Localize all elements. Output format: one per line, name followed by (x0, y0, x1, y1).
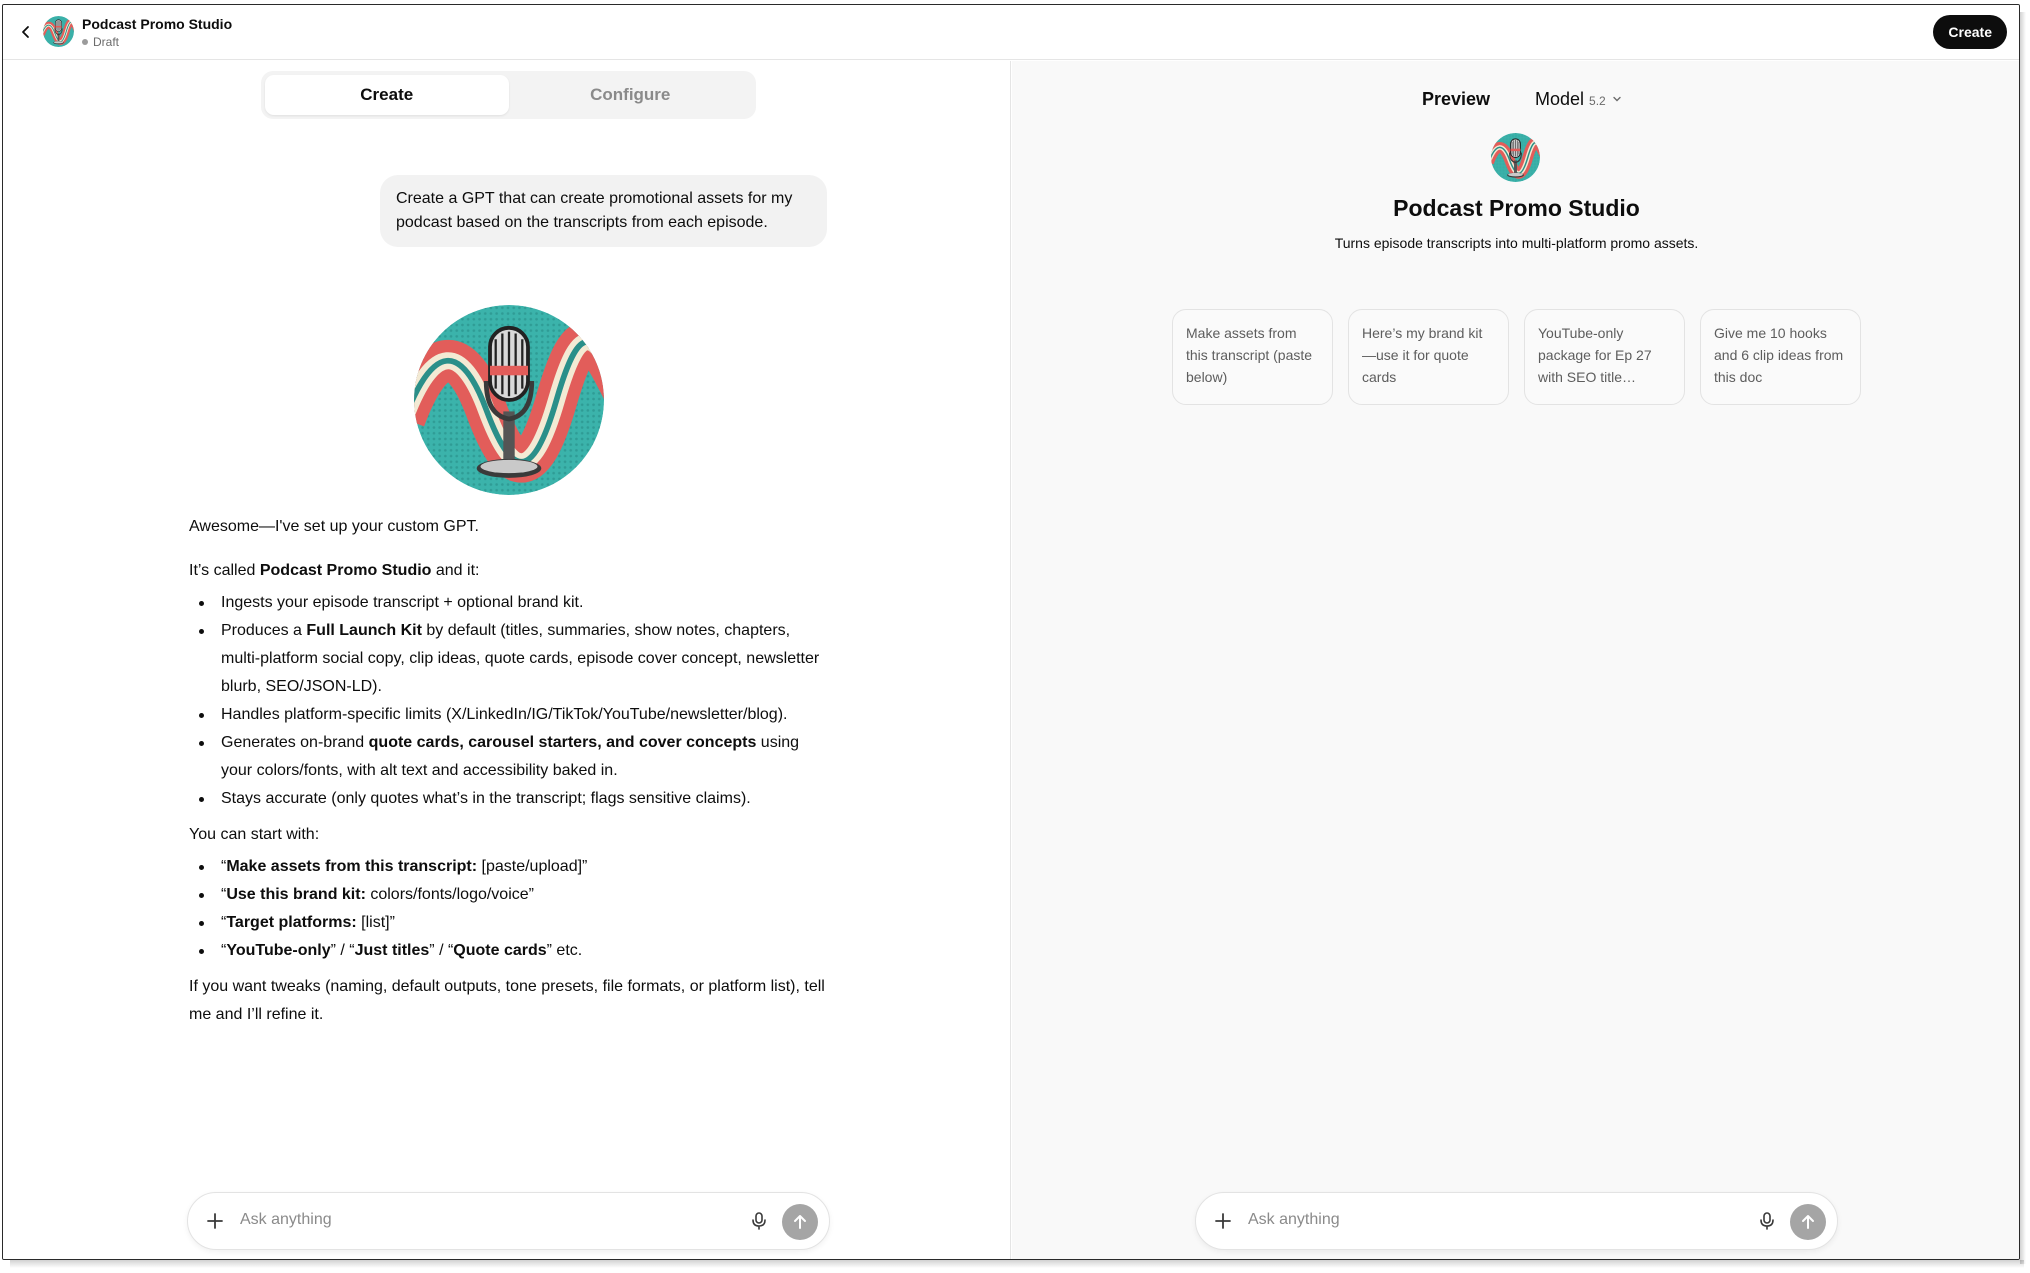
plus-icon[interactable] (1212, 1210, 1234, 1232)
chevron-left-icon[interactable] (15, 21, 37, 43)
microphone-icon[interactable] (748, 1210, 770, 1232)
list-item: “Target platforms: [list]” (189, 909, 829, 937)
reply-called: It’s called Podcast Promo Studio and it: (189, 562, 480, 579)
assistant-reply (189, 513, 829, 1045)
list-item: “YouTube-only” / “Just titles” / “Quote cards” etc. (189, 937, 829, 965)
plus-icon[interactable] (204, 1210, 226, 1232)
reply-outro: If you want tweaks (naming, default outputs, tone presets, file formats, or platform list), tell me and I’ll refine it. (189, 978, 825, 1023)
send-button[interactable] (1790, 1204, 1826, 1240)
preview-gpt-name: Podcast Promo Studio (1393, 195, 1640, 221)
preview-pane (1012, 61, 2020, 1260)
conversation-starter[interactable]: Here’s my brand kit—use it for quote cards (1348, 309, 1509, 405)
app-window (2, 4, 2020, 1260)
builder-input[interactable]: Ask anything (240, 1211, 332, 1228)
list-item: Generates on-brand quote cards, carousel starters, and cover concepts using your colors/fonts, with alt text and accessibility baked in. (189, 729, 829, 785)
microphone-icon[interactable] (1756, 1210, 1778, 1232)
preview-input[interactable]: Ask anything (1248, 1211, 1340, 1228)
draft-status (82, 35, 119, 49)
preview-gpt-description: Turns episode transcripts into multi-platform promo assets. (1334, 235, 1699, 251)
send-button[interactable] (782, 1204, 818, 1240)
list-item: “Use this brand kit: colors/fonts/logo/voice” (189, 881, 829, 909)
conversation-starter[interactable]: Give me 10 hooks and 6 clip ideas from this doc (1700, 309, 1861, 405)
generated-avatar-image (414, 305, 604, 495)
top-bar (3, 5, 2019, 60)
feature-list (189, 589, 829, 813)
tab-configure[interactable]: Configure (590, 85, 671, 104)
preview-composer (1195, 1192, 1838, 1250)
gpt-name-bold: Podcast Promo Studio (259, 562, 432, 579)
user-message: Create a GPT that can create promotional assets for my podcast based on the transcripts from each episode. (380, 175, 827, 247)
conversation-starter[interactable]: Make assets from this transcript (paste below) (1172, 309, 1333, 405)
list-item: Stays accurate (only quotes what’s in the transcript; flags sensitive claims). (189, 785, 829, 813)
arrow-up-icon (1799, 1213, 1817, 1231)
create-button[interactable]: Create (1933, 15, 2007, 49)
list-item: Produces a Full Launch Kit by default (titles, summaries, show notes, chapters, multi-platform social copy, clip ideas, quote cards, episode cover concept, newsletter blurb, SEO/JSON-LD). (189, 617, 829, 701)
model-version: 5.2 (1589, 94, 1606, 108)
gpt-title: Podcast Promo Studio (82, 16, 233, 32)
reply-intro: Awesome—I've set up your custom GPT. (189, 518, 479, 535)
model-selector[interactable] (1535, 89, 1623, 110)
list-item: Ingests your episode transcript + optional brand kit. (189, 589, 829, 617)
starter-list (189, 853, 829, 965)
gpt-avatar[interactable] (43, 16, 74, 47)
model-label: Model (1535, 89, 1585, 109)
conversation-starter[interactable]: YouTube-only package for Ep 27 with SEO title… (1524, 309, 1685, 405)
status-label: Draft (93, 35, 120, 49)
status-dot-icon (82, 39, 88, 45)
list-item: Handles platform-specific limits (X/LinkedIn/IG/TikTok/YouTube/newsletter/blog). (189, 701, 829, 729)
preview-title: Preview (1422, 89, 1491, 109)
arrow-up-icon (791, 1213, 809, 1231)
mode-tabs (261, 71, 756, 119)
start-heading: You can start with: (189, 826, 320, 843)
builder-pane (3, 61, 1011, 1260)
list-item: “Make assets from this transcript: [paste/upload]” (189, 853, 829, 881)
preview-avatar (1491, 133, 1540, 182)
chevron-down-icon (1611, 89, 1623, 110)
builder-composer (187, 1192, 830, 1250)
tab-create[interactable]: Create (265, 75, 509, 115)
